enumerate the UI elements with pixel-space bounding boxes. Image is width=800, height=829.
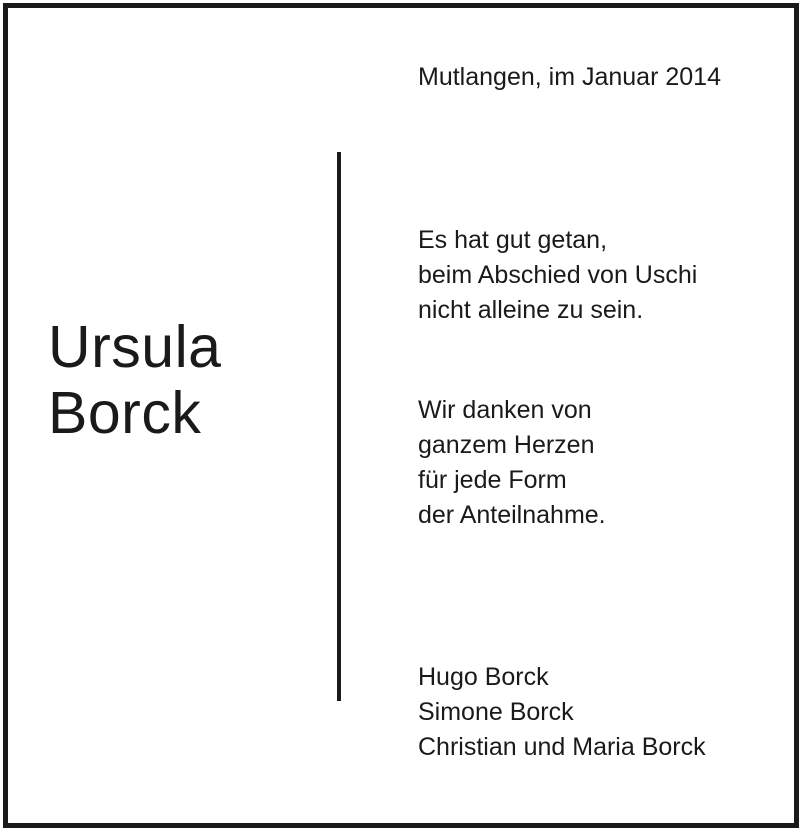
verse-line: beim Abschied von Uschi — [418, 261, 698, 289]
thanks-line: der Anteilnahme. — [418, 501, 606, 529]
verse-line: nicht alleine zu sein. — [418, 296, 644, 324]
vertical-divider — [337, 152, 341, 701]
signer-name: Simone Borck — [418, 698, 574, 726]
date-line: Mutlangen, im Januar 2014 — [418, 63, 721, 91]
thanks-line: ganzem Herzen — [418, 431, 595, 459]
thanks-text — [418, 393, 606, 533]
signer-name: Hugo Borck — [418, 663, 549, 691]
signer-name: Christian und Maria Borck — [418, 733, 706, 761]
signers-list — [418, 660, 706, 765]
thanks-line: Wir danken von — [418, 396, 592, 424]
deceased-last-name: Borck — [48, 380, 202, 446]
deceased-first-name: Ursula — [48, 314, 222, 380]
deceased-name — [48, 314, 222, 446]
verse-text — [418, 223, 697, 328]
thanks-line: für jede Form — [418, 466, 567, 494]
verse-line: Es hat gut getan, — [418, 226, 608, 254]
